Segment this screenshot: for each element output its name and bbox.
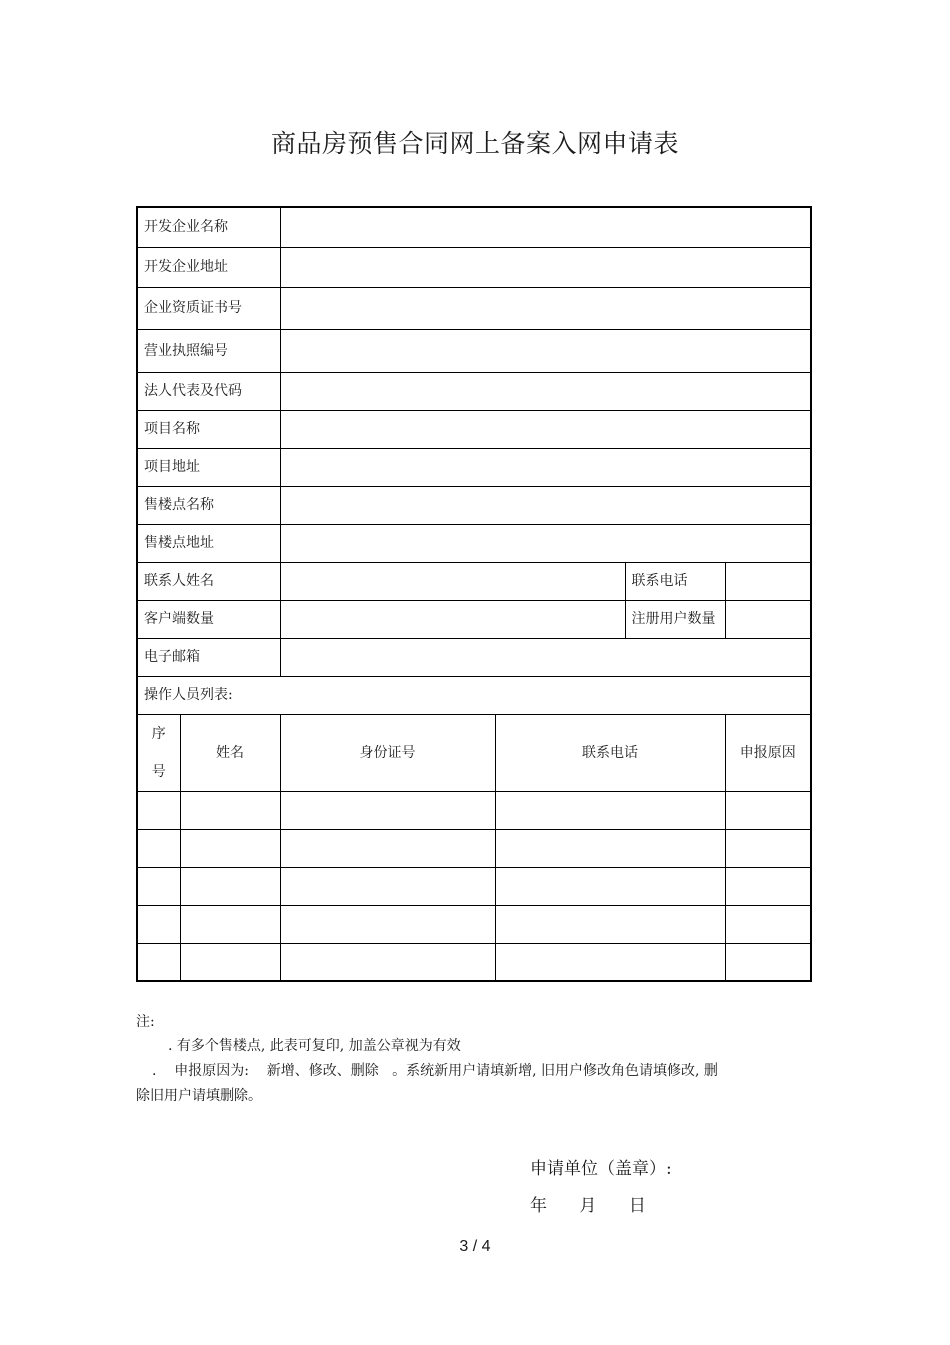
cell-id-no[interactable] [280,829,495,867]
label-contact-name: 联系人姓名 [137,562,280,600]
form-title: 商品房预售合同网上备案入网申请表 [270,129,679,158]
input-sales-address[interactable] [280,524,811,562]
label-sales-address: 售楼点地址 [137,524,280,562]
cell-phone[interactable] [495,829,725,867]
application-form-table [136,206,812,982]
cell-reason[interactable] [725,829,811,867]
cell-id-no[interactable] [280,943,495,981]
header-phone: 联系电话 [495,714,725,791]
input-dev-name[interactable] [280,207,811,247]
input-legal-rep[interactable] [280,372,811,410]
header-seq-top: 序 [151,725,166,742]
cell-name[interactable] [180,829,280,867]
row-counts [137,600,811,638]
input-license-no[interactable] [280,329,811,372]
input-user-count[interactable] [725,600,811,638]
cell-name[interactable] [180,791,280,829]
row-email [137,638,811,676]
label-legal-rep: 法人代表及代码 [137,372,280,410]
table-row [137,943,811,981]
page-number: 3 / 4 [459,1238,491,1255]
cell-name[interactable] [180,905,280,943]
row-license [137,329,811,372]
cell-id-no[interactable] [280,791,495,829]
cell-phone[interactable] [495,791,725,829]
row-qualification [137,287,811,329]
applicant-seal-label: 申请单位（盖章）: [530,1159,672,1179]
row-sales-address [137,524,811,562]
label-dev-address: 开发企业地址 [137,247,280,287]
input-contact-phone[interactable] [725,562,811,600]
table-row [137,791,811,829]
row-dev-name [137,207,811,247]
row-dev-address [137,247,811,287]
table-row [137,829,811,867]
cell-seq[interactable] [137,791,180,829]
table-row [137,905,811,943]
note-line-1: . 有多个售楼点, 此表可复印, 加盖公章视为有效 [168,1038,461,1054]
cell-seq[interactable] [137,943,180,981]
input-dev-address[interactable] [280,247,811,287]
cell-phone[interactable] [495,943,725,981]
row-legal-rep [137,372,811,410]
cell-id-no[interactable] [280,867,495,905]
row-contact [137,562,811,600]
cell-seq[interactable] [137,867,180,905]
row-operators-label [137,676,811,714]
label-contact-phone: 联系电话 [625,562,725,600]
input-project-name[interactable] [280,410,811,448]
cell-name[interactable] [180,867,280,905]
cell-id-no[interactable] [280,905,495,943]
label-client-count: 客户端数量 [137,600,280,638]
label-dev-name: 开发企业名称 [137,207,280,247]
cell-reason[interactable] [725,905,811,943]
label-project-name: 项目名称 [137,410,280,448]
note-line-2: . 申报原因为: 新增、修改、删除 。系统新用户请填新增, 旧用户修改角色请填修改, 删 [152,1063,718,1079]
cell-reason[interactable] [725,943,811,981]
table-row [137,867,811,905]
header-reason: 申报原因 [725,714,811,791]
input-qualification-no[interactable] [280,287,811,329]
label-qualification-no: 企业资质证书号 [137,287,280,329]
header-name: 姓名 [180,714,280,791]
input-contact-name[interactable] [280,562,625,600]
input-sales-name[interactable] [280,486,811,524]
date-line: 年 月 日 [530,1196,646,1216]
header-seq-bottom: 号 [151,763,166,780]
cell-phone[interactable] [495,905,725,943]
notes-heading: 注: [136,1014,155,1030]
cell-reason[interactable] [725,867,811,905]
cell-name[interactable] [180,943,280,981]
operators-list-label: 操作人员列表: [137,676,811,714]
note-line-3: 除旧用户请填删除。 [136,1088,262,1104]
row-sales-name [137,486,811,524]
input-project-address[interactable] [280,448,811,486]
label-project-address: 项目地址 [137,448,280,486]
cell-seq[interactable] [137,905,180,943]
row-project-address [137,448,811,486]
header-seq [137,714,180,791]
cell-reason[interactable] [725,791,811,829]
cell-phone[interactable] [495,867,725,905]
operators-header-row [137,714,811,791]
row-project-name [137,410,811,448]
cell-seq[interactable] [137,829,180,867]
label-user-count: 注册用户数量 [625,600,725,638]
input-email[interactable] [280,638,811,676]
label-sales-name: 售楼点名称 [137,486,280,524]
label-email: 电子邮箱 [137,638,280,676]
header-id-no: 身份证号 [280,714,495,791]
input-client-count[interactable] [280,600,625,638]
label-license-no: 营业执照编号 [137,329,280,372]
